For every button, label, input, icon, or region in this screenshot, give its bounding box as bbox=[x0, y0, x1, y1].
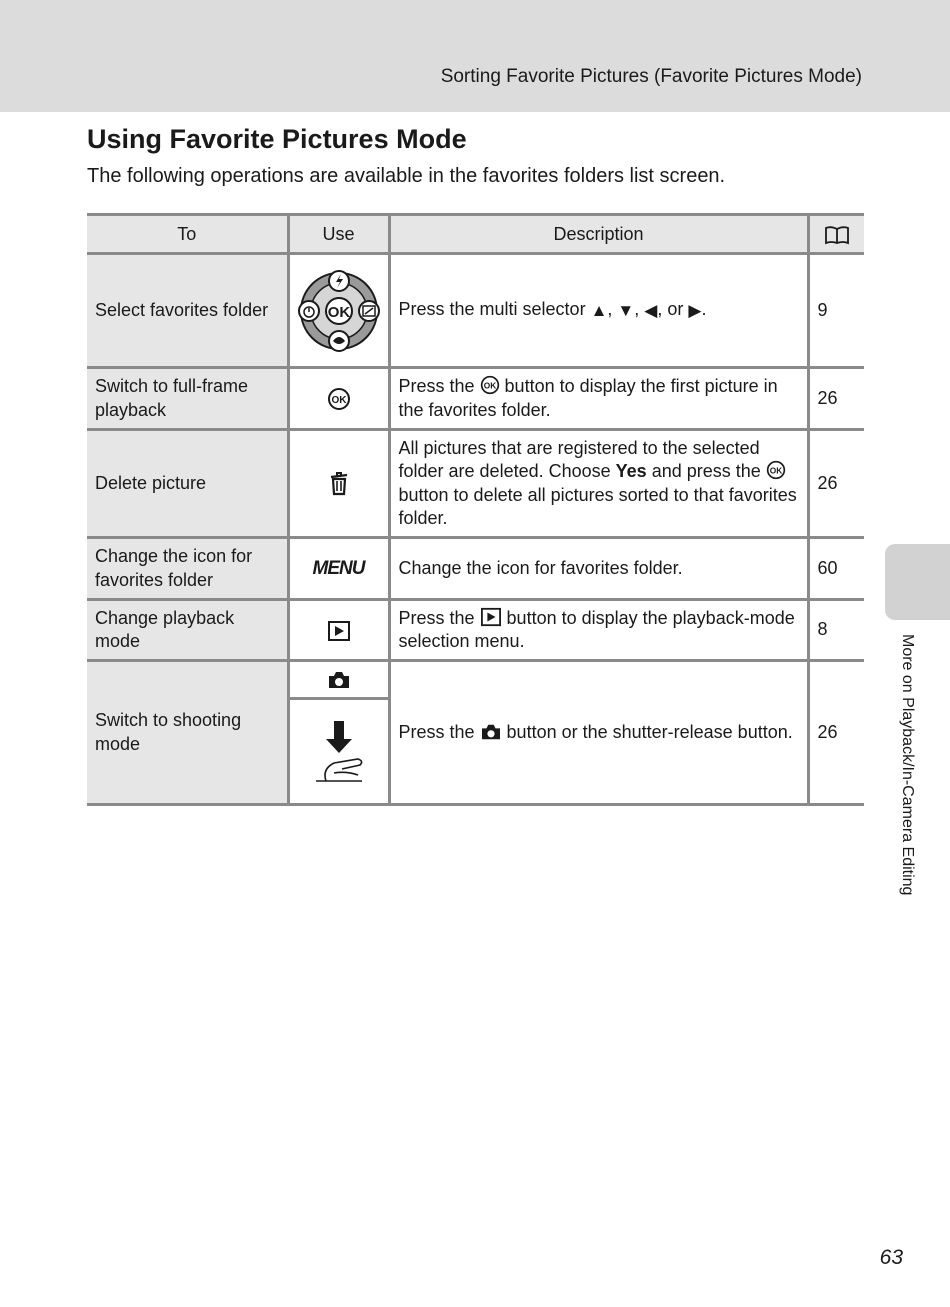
running-header: Sorting Favorite Pictures (Favorite Pictures Mode) bbox=[440, 66, 862, 87]
row-to-cell: Switch to shooting mode bbox=[87, 661, 288, 805]
row-page-cell: 60 bbox=[808, 538, 864, 600]
ok-button-icon bbox=[480, 375, 500, 395]
svg-text:OK: OK bbox=[769, 465, 783, 476]
multi-selector-icon bbox=[297, 269, 381, 353]
side-tab bbox=[885, 544, 950, 620]
table-row bbox=[87, 600, 864, 661]
row-description-cell: All pictures that are registered to the selected folder are deleted. Choose Yes and press the OK button to delete all pictures sorted to that favorites folder. bbox=[389, 430, 808, 538]
row-use-cell bbox=[288, 600, 389, 661]
svg-text:OK: OK bbox=[327, 303, 350, 321]
page-title: Using Favorite Pictures Mode bbox=[87, 124, 467, 154]
intro-text: The following operations are available in the favorites folders list screen. bbox=[87, 165, 726, 187]
column-header-page bbox=[808, 215, 864, 254]
use-shutter-subcell bbox=[290, 700, 388, 803]
table-header-row bbox=[87, 215, 864, 254]
row-use-cell bbox=[288, 368, 389, 430]
left-arrow-icon: ◀ bbox=[644, 301, 658, 321]
camera-icon bbox=[327, 670, 351, 690]
row-page-cell: 26 bbox=[808, 368, 864, 430]
down-arrow-icon: ▼ bbox=[617, 301, 635, 321]
row-use-cell bbox=[288, 538, 389, 600]
table-row bbox=[87, 254, 864, 368]
table-row bbox=[87, 430, 864, 538]
table-row bbox=[87, 661, 864, 805]
page-number: 63 bbox=[879, 1246, 903, 1269]
playback-button-icon bbox=[327, 620, 351, 642]
svg-text:OK: OK bbox=[331, 394, 346, 406]
column-header-use: Use bbox=[288, 215, 389, 254]
row-page-cell: 26 bbox=[808, 661, 864, 805]
playback-button-icon bbox=[480, 607, 502, 627]
yes-option-label: Yes bbox=[615, 461, 647, 481]
row-use-cell bbox=[288, 254, 389, 368]
operations-table bbox=[87, 213, 864, 806]
table-row bbox=[87, 368, 864, 430]
right-arrow-icon: ▶ bbox=[688, 301, 702, 321]
row-description-cell: Press the multi selector ▲, ▼, ◀, or ▶. bbox=[389, 254, 808, 368]
side-tab-label: More on Playback/In-Camera Editing bbox=[899, 634, 916, 896]
row-to-cell: Change the icon for favorites folder bbox=[87, 538, 288, 600]
ok-button-icon bbox=[766, 460, 786, 480]
book-icon bbox=[824, 225, 850, 245]
row-use-cell bbox=[288, 661, 389, 805]
up-arrow-icon: ▲ bbox=[590, 301, 608, 321]
delete-button-icon bbox=[328, 471, 350, 497]
column-header-description: Description bbox=[389, 215, 808, 254]
row-description-cell: Press the button to display the playback-mode selection menu. bbox=[389, 600, 808, 661]
camera-icon bbox=[480, 723, 502, 741]
use-camera-subcell bbox=[290, 662, 388, 700]
row-page-cell: 8 bbox=[808, 600, 864, 661]
table-row bbox=[87, 538, 864, 600]
row-to-cell: Delete picture bbox=[87, 430, 288, 538]
row-description-cell: Press the OK button to display the first picture in the favorites folder. bbox=[389, 368, 808, 430]
row-description-cell: Change the icon for favorites folder. bbox=[389, 538, 808, 600]
shutter-release-icon bbox=[312, 717, 366, 787]
menu-button-label: MENU bbox=[312, 557, 365, 579]
row-to-cell: Change playback mode bbox=[87, 600, 288, 661]
row-page-cell: 9 bbox=[808, 254, 864, 368]
row-description-cell: Press the button or the shutter-release button. bbox=[389, 661, 808, 805]
row-page-cell: 26 bbox=[808, 430, 864, 538]
header-band bbox=[0, 0, 950, 112]
column-header-to: To bbox=[87, 215, 288, 254]
row-to-cell: Select favorites folder bbox=[87, 254, 288, 368]
row-to-cell: Switch to full-frame playback bbox=[87, 368, 288, 430]
svg-text:OK: OK bbox=[483, 380, 496, 391]
row-use-cell bbox=[288, 430, 389, 538]
ok-button-icon bbox=[327, 387, 351, 411]
